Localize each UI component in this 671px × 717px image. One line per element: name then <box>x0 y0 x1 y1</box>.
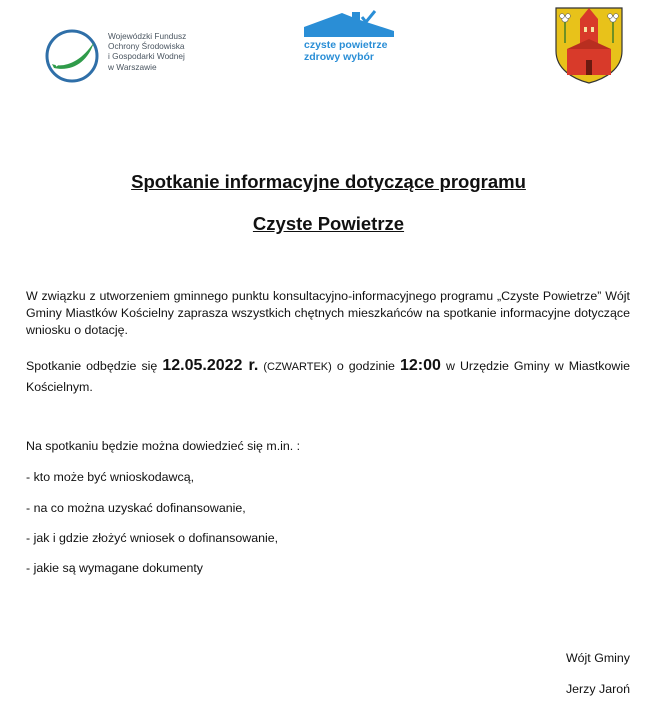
meeting-time: 12:00 <box>399 357 441 374</box>
czyste-powietrze-line2: zdrowy wybór <box>304 51 375 63</box>
signature-name: Jerzy Jaroń <box>565 682 630 696</box>
list-item: - jakie są wymagane dokumenty <box>26 561 203 575</box>
czyste-powietrze-logo <box>302 9 398 71</box>
czyste-powietrze-line1: czyste powietrze <box>304 39 388 51</box>
page-title: Spotkanie informacyjne dotyczące programu <box>131 171 526 192</box>
church-coat-of-arms-icon <box>553 5 625 85</box>
wfos-name <box>108 31 186 72</box>
wfos-name-line: i Gospodarki Wodnej <box>108 51 185 62</box>
meeting-text-before-date: Spotkanie odbędzie się <box>26 359 158 373</box>
house-checkmark-icon <box>302 9 398 39</box>
wfos-name-line: w Warszawie <box>108 61 157 72</box>
signature-role: Wójt Gminy <box>565 651 630 665</box>
meeting-paragraph <box>26 356 630 397</box>
page-subtitle: Czyste Powietrze <box>252 213 405 234</box>
wfos-name-line: Ochrony Środowiska <box>108 41 185 52</box>
meeting-weekday: (CZWARTEK) <box>263 361 332 373</box>
czyste-powietrze-wordmark <box>304 39 387 63</box>
list-item: - kto może być wnioskodawcą, <box>26 470 195 484</box>
meeting-text-before-time: o godzinie <box>336 359 395 373</box>
wfos-name-line: Wojewódzki Fundusz <box>108 31 187 41</box>
meeting-location: w Urzędzie Gminy w Miastkowie Kościelnym. <box>26 359 630 394</box>
meeting-date: 12.05.2022 r. <box>162 357 259 374</box>
list-item: - jak i gdzie złożyć wniosek o dofinansowanie, <box>26 531 279 545</box>
list-intro: Na spotkaniu będzie można dowiedzieć się m.in. : <box>26 439 301 453</box>
wfos-logo <box>44 28 234 84</box>
list-item: - na co można uzyskać dofinansowanie, <box>26 501 246 515</box>
intro-paragraph: W związku z utworzeniem gminnego punktu konsultacyjno-informacyjnego programu „Czyste Powietrze” Wójt Gminy Miastków Kościelny zaprasza wszystkich chętnych mieszkańców na spotkanie informacyjne dotyczące wniosku o dotację. <box>26 289 630 337</box>
wfos-leaf-logo-icon <box>44 28 102 84</box>
